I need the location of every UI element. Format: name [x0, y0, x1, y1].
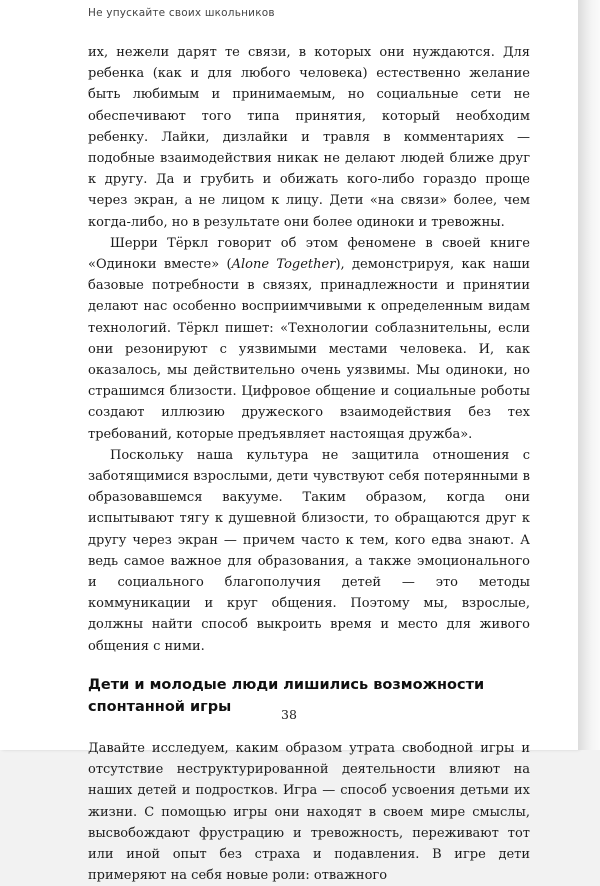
body-text: [88, 42, 530, 886]
paragraph-1: их, нежели дарят те связи, в которых они нуждаются. Для ребенка (как и для любого человека) естественно желание быть любимым и принимаемым, но социальные сети не обеспечивают того типа принятия, который необходим ребенку. Лайки, дизлайки и травля в комментариях — подобные взаимодействия никак не делают людей ближе друг к другу. Да и грубить и обижать кого-либо гораздо проще через экран, а не лицом к лицу. Дети «на связи» более, чем когда-либо, но в результате они более одиноки и тревожны.: [88, 45, 530, 230]
section-heading: Дети и молодые люди лишились возможности спонтанной игры: [88, 676, 485, 716]
paragraph-2-end: ), демонстрируя, как наши базовые потребности в связях, принадлежности и принятии делают нас особенно восприимчивыми к определенным видам технологий. Тёркл пишет: «Технологии соблазнительны, если они резонируют с уязвимыми местами человека. И, как оказалось, мы действительно очень уязвимы. Мы одиноки, но страшимся близости. Цифровое общение и социальные роботы создают иллюзию дружеского взаимодействия без тех требований, которые предъявляет настоящая дружба».: [88, 257, 530, 442]
paragraph-3: Поскольку наша культура не защитила отношения с заботящимися взрослыми, дети чувствуют себя потерянными в образовавшемся вакууме. Таким образом, когда они испытывают тягу к душевной близости, то обращаются друг к другу через экран — причем часто к тем, кого едва знают. А ведь самое важное для образования, а также эмоционального и социального благополучия детей — это методы коммуникации и круг общения. Поэтому мы, взрослые, должны найти способ выкроить время и место для живого общения с ними.: [88, 447, 530, 654]
page-number: 38: [281, 707, 297, 722]
paragraph-4: Давайте исследуем, каким образом утрата свободной игры и отсутствие неструктурированной деятельности влияют на наших детей и подростков. Игра — способ усвоения детьми их жизни. С помощью игры они находят в своем мире смыслы, высвобождают фрустрацию и тревожность, переживают тот или иной опыт без страха и подавления. В игре дети примеряют на себя новые роли: отважного: [88, 740, 530, 884]
paragraph-2: [88, 233, 530, 445]
paragraph-2-start: Шерри Тёркл говорит об этом феномене в своей книге «Одиноки вместе» (: [88, 235, 530, 273]
running-header: Не упускайте своих школьников: [88, 7, 275, 19]
book-title-italic: Alone Together: [231, 257, 336, 273]
page-edge: [578, 0, 600, 750]
